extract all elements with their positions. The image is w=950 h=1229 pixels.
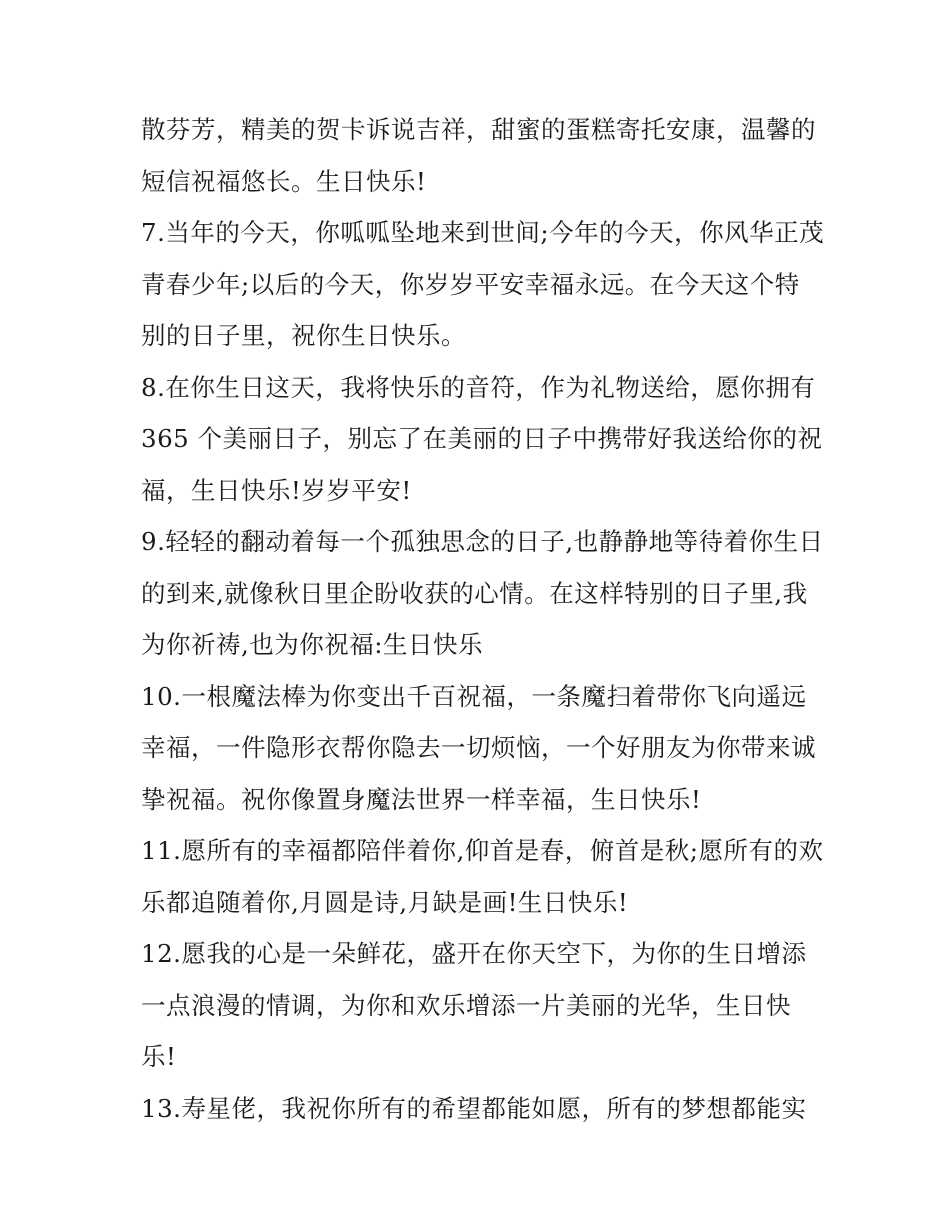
document-body: [141, 104, 825, 1134]
text-line: 青春少年;以后的今天，你岁岁平安幸福永远。在今天这个特: [141, 269, 800, 299]
text-line: 别的日子里，祝你生日快乐。: [141, 321, 466, 350]
text-line: 短信祝福悠长。生日快乐!: [141, 166, 427, 196]
text-line: 的到来,就像秋日里企盼收获的心情。在这样特别的日子里,我: [141, 578, 808, 608]
text-line: 13.寿星佬，我祝你所有的希望都能如愿，所有的梦想都能实: [141, 1093, 807, 1123]
text-line: 11.愿所有的幸福都陪伴着你,仰首是春，俯首是秋;愿所有的欢: [141, 836, 824, 865]
text-line: 幸福，一件隐形衣帮你隐去一切烦恼，一个好朋友为你带来诚: [141, 733, 816, 762]
text-line: 8.在你生日这天，我将快乐的音符，作为礼物送给，愿你拥有: [141, 372, 816, 402]
text-line: 12.愿我的心是一朵鲜花，盛开在你天空下，为你的生日增添: [141, 939, 807, 968]
text-line: 10.一根魔法棒为你变出千百祝福，一条魔扫着带你飞向遥远: [141, 681, 807, 711]
text-line: 乐!: [141, 1042, 177, 1071]
text-line: 365 个美丽日子，别忘了在美丽的日子中携带好我送给你的祝: [141, 424, 823, 453]
text-line: 9.轻轻的翻动着每一个孤独思念的日子,也静静地等待着你生日: [141, 527, 824, 556]
text-line: 福，生日快乐!岁岁平安!: [141, 475, 412, 505]
text-line: 7.当年的今天，你呱呱坠地来到世间;今年的今天，你风华正茂: [141, 218, 825, 247]
text-line: 一点浪漫的情调，为你和欢乐增添一片美丽的光华，生日快: [141, 990, 791, 1020]
text-line: 为你祈祷,也为你祝福:生日快乐: [141, 630, 484, 659]
text-line: 散芬芳，精美的贺卡诉说吉祥，甜蜜的蛋糕寄托安康，温馨的: [141, 115, 816, 144]
text-line: 挚祝福。祝你像置身魔法世界一样幸福，生日快乐!: [141, 784, 702, 814]
text-line: 乐都追随着你,月圆是诗,月缺是画!生日快乐!: [141, 887, 629, 917]
